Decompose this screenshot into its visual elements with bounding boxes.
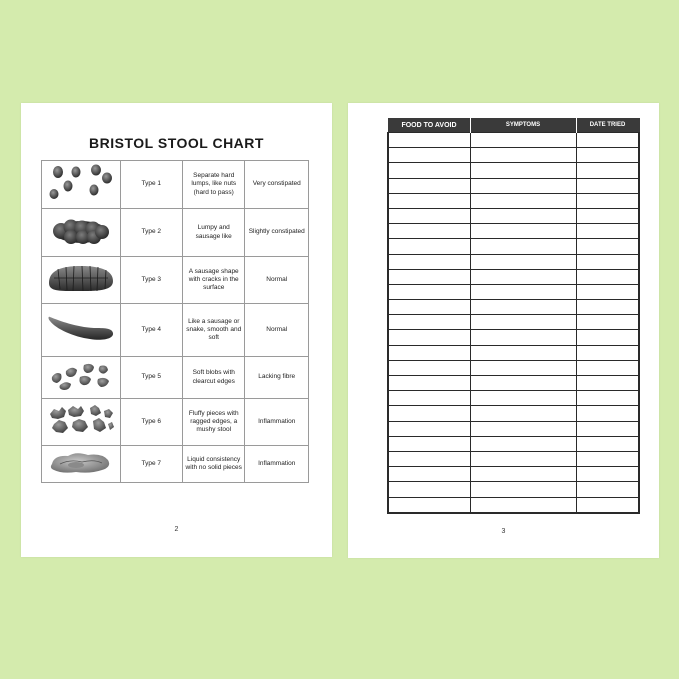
table-row bbox=[388, 269, 639, 284]
food-cell[interactable] bbox=[388, 467, 470, 482]
date-cell[interactable] bbox=[576, 254, 639, 269]
type-description: Liquid consistency with no solid pieces bbox=[183, 446, 245, 483]
food-cell[interactable] bbox=[388, 148, 470, 163]
type-condition: Inflammation bbox=[245, 399, 309, 446]
food-cell[interactable] bbox=[388, 482, 470, 497]
food-cell[interactable] bbox=[388, 345, 470, 360]
table-row bbox=[388, 193, 639, 208]
date-cell[interactable] bbox=[576, 315, 639, 330]
food-cell[interactable] bbox=[388, 406, 470, 421]
food-cell[interactable] bbox=[388, 421, 470, 436]
smooth-sausage-illustration bbox=[42, 304, 121, 357]
table-row bbox=[388, 148, 639, 163]
food-cell[interactable] bbox=[388, 360, 470, 375]
date-cell[interactable] bbox=[576, 284, 639, 299]
table-row bbox=[42, 446, 309, 483]
food-cell[interactable] bbox=[388, 193, 470, 208]
symptoms-cell[interactable] bbox=[470, 497, 576, 513]
food-cell[interactable] bbox=[388, 330, 470, 345]
type-condition: Normal bbox=[245, 304, 309, 357]
symptoms-cell[interactable] bbox=[470, 208, 576, 223]
table-row bbox=[42, 304, 309, 357]
type-label: Type 7 bbox=[120, 446, 182, 483]
table-row bbox=[388, 451, 639, 466]
symptoms-cell[interactable] bbox=[470, 284, 576, 299]
food-cell[interactable] bbox=[388, 436, 470, 451]
table-row bbox=[42, 357, 309, 399]
table-row bbox=[388, 239, 639, 254]
table-row bbox=[388, 254, 639, 269]
symptoms-cell[interactable] bbox=[470, 300, 576, 315]
date-cell[interactable] bbox=[576, 451, 639, 466]
date-cell[interactable] bbox=[576, 436, 639, 451]
symptoms-cell[interactable] bbox=[470, 269, 576, 284]
food-cell[interactable] bbox=[388, 224, 470, 239]
date-cell[interactable] bbox=[576, 421, 639, 436]
type-description: Like a sausage or snake, smooth and soft bbox=[183, 304, 245, 357]
table-row bbox=[388, 300, 639, 315]
food-cell[interactable] bbox=[388, 451, 470, 466]
symptoms-cell[interactable] bbox=[470, 315, 576, 330]
table-row bbox=[388, 376, 639, 391]
table-row bbox=[388, 497, 639, 513]
symptoms-cell[interactable] bbox=[470, 254, 576, 269]
symptoms-cell[interactable] bbox=[470, 330, 576, 345]
food-cell[interactable] bbox=[388, 300, 470, 315]
type-label: Type 1 bbox=[120, 161, 182, 209]
symptoms-cell[interactable] bbox=[470, 148, 576, 163]
date-cell[interactable] bbox=[576, 360, 639, 375]
food-cell[interactable] bbox=[388, 284, 470, 299]
date-cell[interactable] bbox=[576, 208, 639, 223]
symptoms-cell[interactable] bbox=[470, 133, 576, 148]
date-cell[interactable] bbox=[576, 224, 639, 239]
food-cell[interactable] bbox=[388, 376, 470, 391]
food-cell[interactable] bbox=[388, 163, 470, 178]
bristol-stool-table bbox=[41, 160, 309, 483]
page-number: 2 bbox=[174, 526, 179, 533]
food-cell[interactable] bbox=[388, 133, 470, 148]
date-cell[interactable] bbox=[576, 193, 639, 208]
fluffy-pieces-illustration bbox=[42, 399, 121, 446]
table-row bbox=[388, 345, 639, 360]
soft-blobs-illustration bbox=[42, 357, 121, 399]
table-row bbox=[388, 224, 639, 239]
table-row bbox=[388, 482, 639, 497]
lumpy-sausage-illustration bbox=[42, 209, 121, 257]
type-description: Soft blobs with clearcut edges bbox=[183, 357, 245, 399]
date-cell[interactable] bbox=[576, 148, 639, 163]
cracked-sausage-illustration bbox=[42, 257, 121, 304]
type-condition: Slightly constipated bbox=[245, 209, 309, 257]
right-page bbox=[348, 103, 659, 558]
symptoms-cell[interactable] bbox=[470, 482, 576, 497]
type-label: Type 6 bbox=[120, 399, 182, 446]
log-body bbox=[388, 133, 639, 513]
date-cell[interactable] bbox=[576, 178, 639, 193]
type-description: Separate hard lumps, like nuts (hard to pass) bbox=[183, 161, 245, 209]
table-row bbox=[388, 436, 639, 451]
symptoms-cell[interactable] bbox=[470, 436, 576, 451]
table-row bbox=[388, 284, 639, 299]
column-header-symptoms: SYMPTOMS bbox=[470, 118, 576, 133]
date-cell[interactable] bbox=[576, 163, 639, 178]
type-description: Fluffy pieces with ragged edges, a mushy stool bbox=[183, 399, 245, 446]
food-log-table bbox=[387, 118, 640, 514]
food-cell[interactable] bbox=[388, 178, 470, 193]
date-cell[interactable] bbox=[576, 133, 639, 148]
food-cell[interactable] bbox=[388, 269, 470, 284]
symptoms-cell[interactable] bbox=[470, 163, 576, 178]
table-row bbox=[42, 257, 309, 304]
symptoms-cell[interactable] bbox=[470, 178, 576, 193]
food-cell[interactable] bbox=[388, 497, 470, 513]
symptoms-cell[interactable] bbox=[470, 193, 576, 208]
type-condition: Normal bbox=[245, 257, 309, 304]
separate-hard-lumps-illustration bbox=[42, 161, 121, 209]
table-row bbox=[388, 208, 639, 223]
food-cell[interactable] bbox=[388, 315, 470, 330]
date-cell[interactable] bbox=[576, 406, 639, 421]
symptoms-cell[interactable] bbox=[470, 421, 576, 436]
left-page bbox=[21, 103, 332, 557]
table-row bbox=[42, 209, 309, 257]
food-cell[interactable] bbox=[388, 208, 470, 223]
symptoms-cell[interactable] bbox=[470, 239, 576, 254]
table-row bbox=[42, 399, 309, 446]
table-row bbox=[388, 178, 639, 193]
symptoms-cell[interactable] bbox=[470, 391, 576, 406]
symptoms-cell[interactable] bbox=[470, 406, 576, 421]
date-cell[interactable] bbox=[576, 482, 639, 497]
type-label: Type 4 bbox=[120, 304, 182, 357]
symptoms-cell[interactable] bbox=[470, 360, 576, 375]
symptoms-cell[interactable] bbox=[470, 224, 576, 239]
column-header-date: DATE TRIED bbox=[576, 118, 639, 133]
table-row bbox=[388, 406, 639, 421]
date-cell[interactable] bbox=[576, 300, 639, 315]
food-cell[interactable] bbox=[388, 391, 470, 406]
food-cell[interactable] bbox=[388, 254, 470, 269]
table-row bbox=[388, 315, 639, 330]
date-cell[interactable] bbox=[576, 269, 639, 284]
type-condition: Lacking fibre bbox=[245, 357, 309, 399]
page-title: BRISTOL STOOL CHART bbox=[89, 135, 264, 151]
food-cell[interactable] bbox=[388, 239, 470, 254]
page-number: 3 bbox=[501, 528, 506, 535]
date-cell[interactable] bbox=[576, 345, 639, 360]
table-row bbox=[388, 133, 639, 148]
date-cell[interactable] bbox=[576, 239, 639, 254]
column-header-food: FOOD TO AVOID bbox=[388, 118, 470, 133]
liquid-illustration bbox=[42, 446, 121, 483]
header-row bbox=[388, 118, 639, 133]
type-label: Type 2 bbox=[120, 209, 182, 257]
table-row bbox=[388, 391, 639, 406]
type-description: A sausage shape with cracks in the surface bbox=[183, 257, 245, 304]
table-row bbox=[388, 330, 639, 345]
table-row bbox=[388, 163, 639, 178]
symptoms-cell[interactable] bbox=[470, 376, 576, 391]
type-description: Lumpy and sausage like bbox=[183, 209, 245, 257]
symptoms-cell[interactable] bbox=[470, 467, 576, 482]
date-cell[interactable] bbox=[576, 376, 639, 391]
table-row bbox=[388, 467, 639, 482]
type-condition: Inflammation bbox=[245, 446, 309, 483]
type-condition: Very constipated bbox=[245, 161, 309, 209]
table-row bbox=[388, 421, 639, 436]
symptoms-cell[interactable] bbox=[470, 451, 576, 466]
table-row bbox=[42, 161, 309, 209]
type-label: Type 5 bbox=[120, 357, 182, 399]
date-cell[interactable] bbox=[576, 330, 639, 345]
date-cell[interactable] bbox=[576, 391, 639, 406]
table-row bbox=[388, 360, 639, 375]
date-cell[interactable] bbox=[576, 467, 639, 482]
type-label: Type 3 bbox=[120, 257, 182, 304]
symptoms-cell[interactable] bbox=[470, 345, 576, 360]
date-cell[interactable] bbox=[576, 497, 639, 513]
